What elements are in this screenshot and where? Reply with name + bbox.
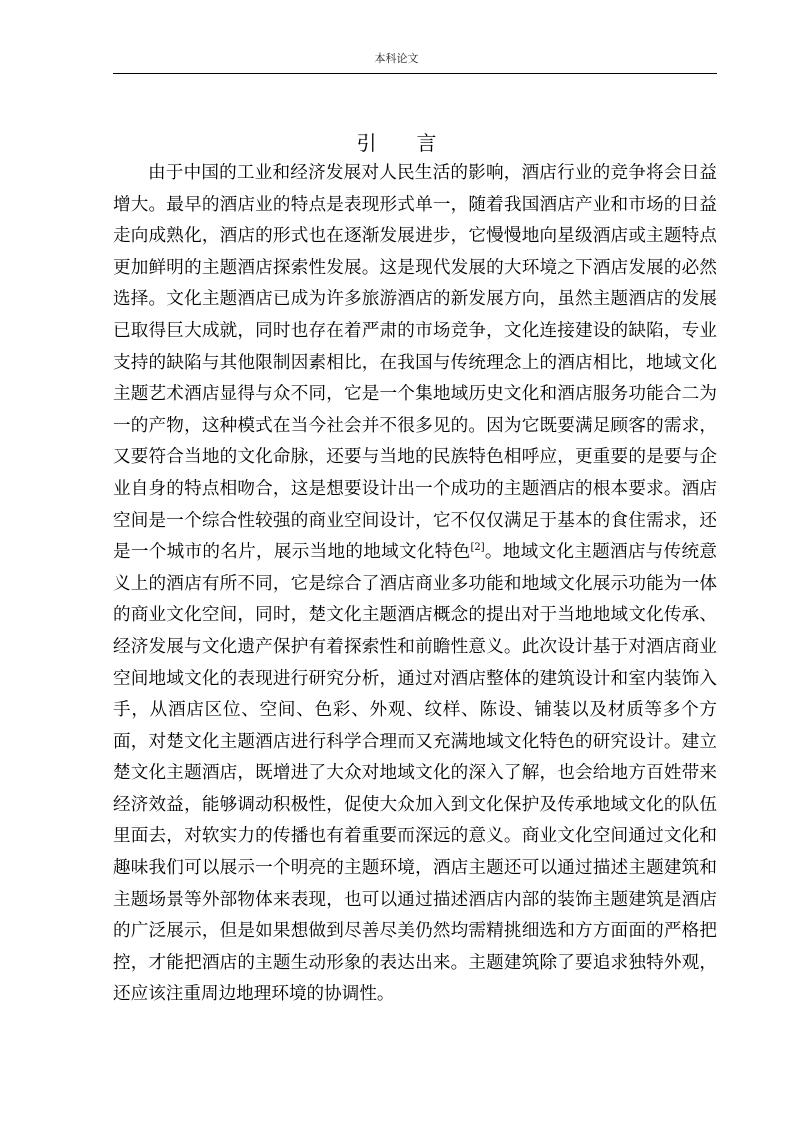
- header-rule: [113, 73, 717, 74]
- section-title-char-1: 引: [356, 131, 377, 155]
- section-title: [0, 128, 793, 158]
- body-text-part-2: 。地域文化主题酒店与传统意义上的酒店有所不同，它是综合了酒店商业多功能和地域文化展示功能为一体的商业文化空间，同时，楚文化主题酒店概念的提出对于当地地域文化传承、经济发展与文化遗产保护有着探索性和前瞻性意义。此次设计基于对酒店商业空间地域文化的表现进行研究分析，通过对酒店整体的建筑设计和室内装饰入手，从酒店区位、空间、色彩、外观、纹样、陈设、铺装以及材质等多个方面，对楚文化主题酒店进行科学合理而又充满地域文化特色的研究设计。建立楚文化主题酒店，既增进了大众对地域文化的深入了解，也会给地方百姓带来经济效益，能够调动积极性，促使大众加入到文化保护及传承地域文化的队伍里面去，对软实力的传播也有着重要而深远的意义。商业文化空间通过文化和趣味我们可以展示一个明亮的主题环境，酒店主题还可以通过描述主题建筑和主题场景等外部物体来表现，也可以通过描述酒店内部的装饰主题建筑是酒店的广泛展示，但是如果想做到尽善尽美仍然均需精挑细选和方方面面的严格把控，才能把酒店的主题生动形象的表达出来。主题建筑除了要追求独特外观，还应该注重周边地理环境的协调性。: [113, 542, 717, 1005]
- citation-marker[interactable]: [2]: [470, 542, 485, 554]
- running-header: 本科论文: [374, 52, 419, 65]
- body-text-part-1: 由于中国的工业和经济发展对人民生活的影响，酒店行业的竞争将会日益增大。最早的酒店业的特点是表现形式单一，随着我国酒店产业和市场的日益走向成熟化，酒店的形式也在逐渐发展进步，它慢慢地向星级酒店或主题特点更加鲜明的主题酒店探索性发展。这是现代发展的大环境之下酒店发展的必然选择。文化主题酒店已成为许多旅游酒店的新发展方向，虽然主题酒店的发展已取得巨大成就，同时也存在着严肃的市场竞争，文化连接建设的缺陷，专业支持的缺陷与其他限制因素相比，在我国与传统理念上的酒店相比，地域文化主题艺术酒店显得与众不同，它是一个集地域历史文化和酒店服务功能合二为一的产物，这种模式在当今社会并不很多见的。因为它既要满足顾客的需求，又要符合当地的文化命脉，还要与当地的民族特色相呼应，更重要的是要与企业自身的特点相吻合，这是想要设计出一个成功的主题酒店的根本要求。酒店空间是一个综合性较强的商业空间设计，它不仅仅满足于基本的食住需求，还是一个城市的名片，展示当地的地域文化特色: [113, 163, 717, 563]
- body-paragraph: [113, 158, 717, 1011]
- section-title-char-2: 言: [416, 131, 437, 155]
